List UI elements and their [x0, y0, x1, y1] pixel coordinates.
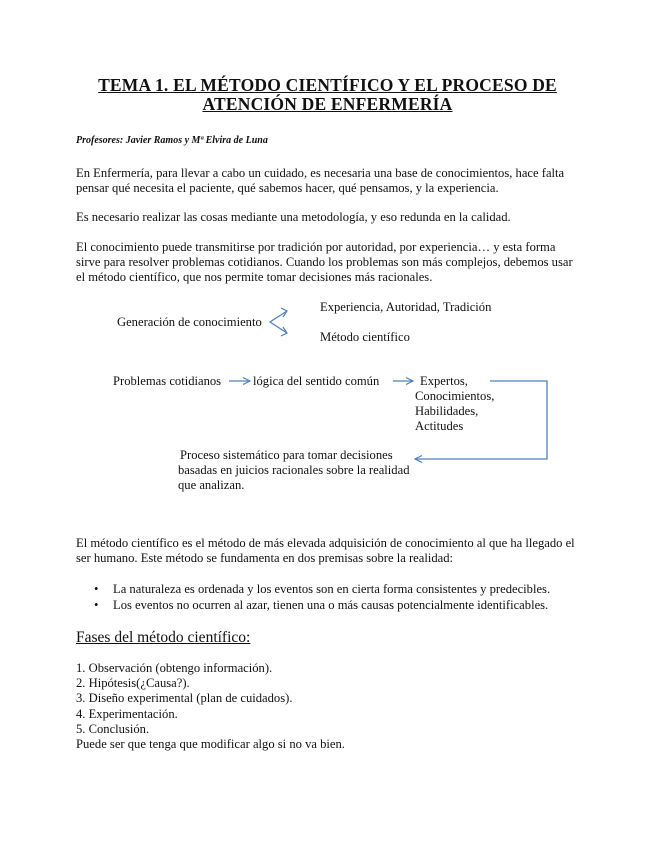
- systematic-line-2: basadas en juicios racionales sobre la realidad: [178, 463, 410, 477]
- skills-item: Habilidades,: [415, 404, 479, 418]
- paragraph-intro: En Enfermería, para llevar a cabo un cuidado, es necesaria una base de conocimientos, hace falta pensar qué necesita el paciente, qué sabemos hacer, qué pensamos, y la experiencia.: [76, 166, 565, 196]
- title-line-2: ATENCIÓN DE ENFERMERÍA: [202, 94, 453, 114]
- phases-heading: Fases del método científico:: [76, 629, 251, 646]
- phase-item: 1. Observación (obtengo información).: [76, 661, 273, 675]
- knowledge-item: Conocimientos,: [415, 389, 495, 403]
- systematic-line-1: Proceso sistemático para tomar decisiones: [180, 448, 393, 462]
- loop-arrow-icon: [415, 381, 547, 459]
- title-line-1: TEMA 1. EL MÉTODO CIENTÍFICO Y EL PROCESO DE: [98, 75, 557, 95]
- problems-label: Problemas cotidianos: [113, 374, 222, 388]
- premise-text: La naturaleza es ordenada y los eventos son en cierta forma consistentes y predecibles.: [113, 582, 551, 596]
- professors-line: Profesores: Javier Ramos y Mª Elvira de Luna: [76, 135, 268, 146]
- experts-item: Expertos,: [420, 374, 468, 388]
- phase-item: 3. Diseño experimental (plan de cuidados).: [76, 691, 293, 706]
- attitudes-item: Actitudes: [415, 419, 464, 433]
- paragraph-knowledge: El conocimiento puede transmitirse por tradición por autoridad, por experiencia… y esta forma sirve para resolver problemas cotidianos. Cuando los problemas son más complejos, debemos usar el método científico, que nos permite tomar decisiones más racionales.: [76, 240, 573, 285]
- paragraph-scientific-method: El método científico es el método de más elevada adquisición de conocimiento al que ha llegado el ser humano. Este método se fundamenta en dos premisas sobre la realidad:: [76, 536, 575, 566]
- bullet-icon: •: [94, 582, 99, 596]
- common-sense-label: lógica del sentido común: [253, 374, 380, 388]
- systematic-line-3: que analizan.: [178, 478, 245, 492]
- branch-bottom-label: Método científico: [320, 330, 410, 344]
- closing-line: Puede ser que tenga que modificar algo si no va bien.: [76, 737, 345, 752]
- phase-item: 5. Conclusión.: [76, 721, 150, 736]
- phase-item: 2. Hipótesis(¿Causa?).: [76, 676, 190, 691]
- premise-text: Los eventos no ocurren al azar, tienen una o más causas potencialmente identificables.: [113, 598, 549, 612]
- phases-list: [76, 661, 345, 752]
- bullet-icon: •: [94, 598, 99, 612]
- phase-item: 4. Experimentación.: [76, 706, 178, 721]
- paragraph-methodology: Es necesario realizar las cosas mediante una metodología, y eso redunda en la calidad.: [76, 210, 511, 224]
- generation-label: Generación de conocimiento: [117, 315, 262, 329]
- branch-top-label: Experiencia, Autoridad, Tradición: [320, 300, 492, 314]
